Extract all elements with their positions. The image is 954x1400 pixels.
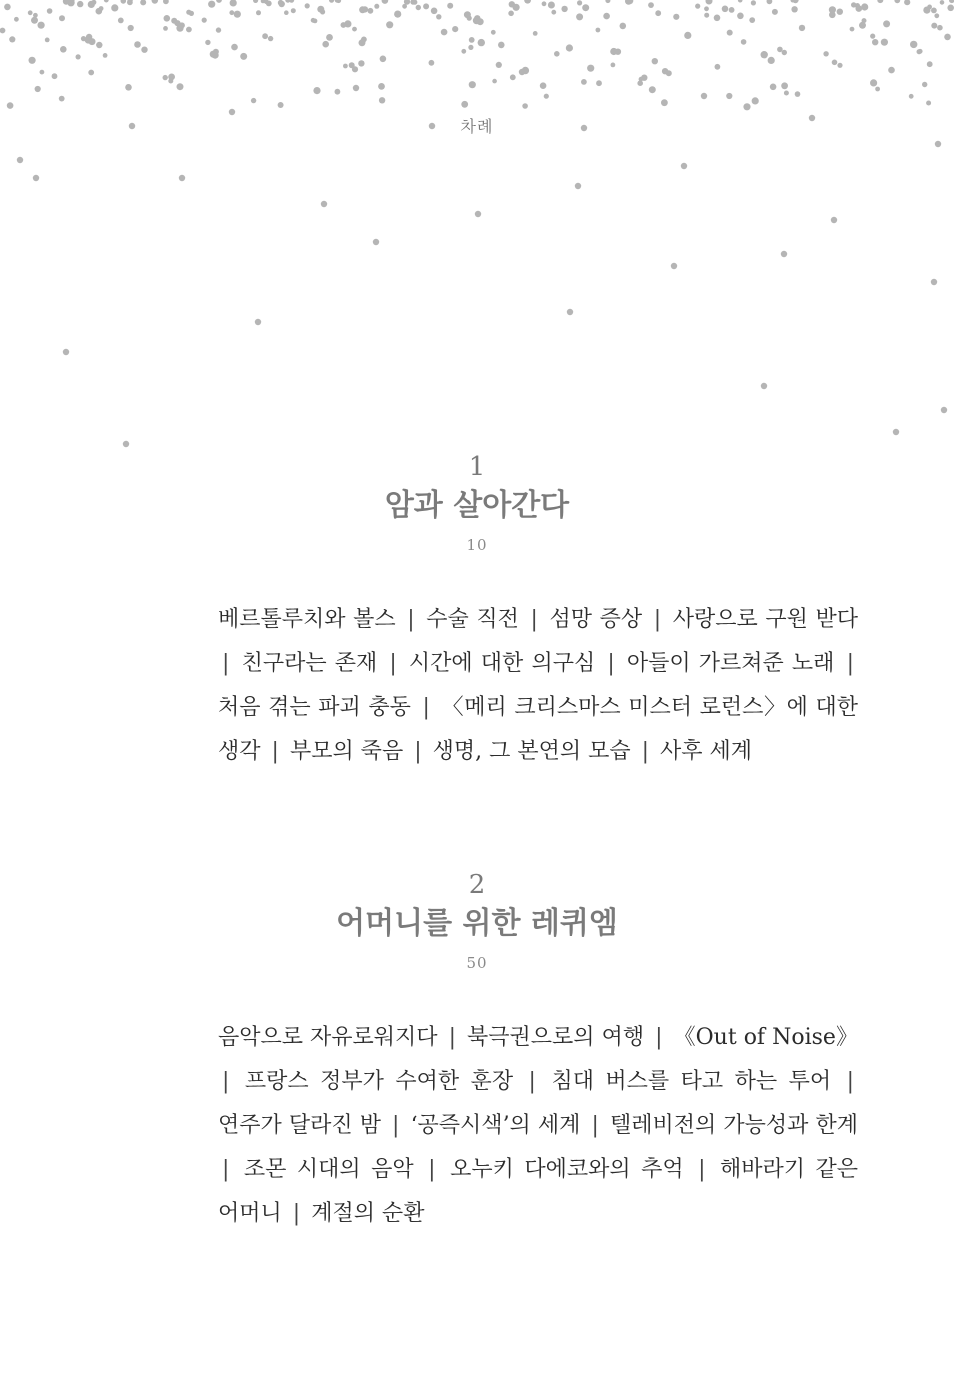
- decorative-dot: [469, 81, 476, 88]
- decorative-dot: [648, 2, 654, 8]
- decorative-dot: [829, 6, 836, 13]
- decorative-dot: [935, 141, 941, 147]
- decorative-dot: [823, 51, 828, 56]
- decorative-dot: [168, 79, 173, 84]
- decorative-dot: [524, 0, 531, 4]
- toc-heading: 차례: [460, 117, 494, 136]
- decorative-dot: [738, 0, 743, 3]
- toc-item: 텔레비전의 가능성과 한계: [610, 1113, 858, 1138]
- decorative-dot: [320, 9, 325, 14]
- item-separator: |: [448, 1025, 457, 1050]
- decorative-dot: [893, 429, 899, 435]
- toc-item: 프랑스 정부가 수여한 훈장: [244, 1069, 514, 1094]
- decorative-dot: [35, 86, 41, 92]
- decorative-dot: [125, 84, 132, 91]
- chapter-items: [218, 598, 858, 774]
- item-separator: |: [591, 1113, 599, 1138]
- decorative-dot: [875, 87, 880, 92]
- decorative-dot: [88, 1, 95, 8]
- decorative-dot: [67, 0, 74, 6]
- chapter-2: [0, 870, 954, 1236]
- decorative-dot: [610, 48, 617, 55]
- decorative-dot: [177, 83, 184, 90]
- toc-item: 시간에 대한 의구심: [408, 651, 596, 676]
- decorative-dot: [904, 0, 910, 5]
- item-separator: |: [222, 651, 230, 676]
- decorative-dot: [949, 0, 954, 3]
- decorative-dot: [927, 61, 933, 67]
- decorative-dot: [285, 0, 290, 3]
- decorative-dot: [491, 30, 496, 35]
- decorative-dot: [284, 10, 289, 15]
- decorative-dot: [378, 83, 385, 90]
- decorative-dot: [596, 28, 601, 33]
- decorative-dot: [373, 239, 379, 245]
- decorative-dot: [620, 23, 627, 30]
- decorative-dot: [322, 41, 329, 48]
- item-separator: |: [389, 651, 397, 676]
- chapter-1: [0, 452, 954, 774]
- decorative-dot: [262, 33, 268, 39]
- decorative-dot: [761, 51, 768, 58]
- decorative-dot: [467, 16, 472, 21]
- decorative-dot: [163, 75, 168, 80]
- decorative-dot: [321, 201, 327, 207]
- decorative-dot: [791, 6, 797, 12]
- decorative-dot: [727, 30, 733, 36]
- decorative-dot: [341, 22, 347, 28]
- decorative-dot: [548, 2, 555, 9]
- decorative-dot: [561, 6, 567, 12]
- decorative-dot: [38, 22, 45, 29]
- decorative-dot: [576, 13, 583, 20]
- chapter-number: 2: [468, 870, 486, 900]
- decorative-dot: [234, 11, 241, 18]
- chapter-number: 1: [468, 452, 486, 482]
- decorative-dot: [909, 94, 914, 99]
- chapter-title: 어머니를 위한 레퀴엠: [336, 906, 618, 941]
- decorative-dot: [877, 0, 883, 3]
- decorative-dot: [781, 251, 787, 257]
- decorative-dot: [163, 0, 169, 4]
- decorative-dot: [737, 13, 744, 20]
- decorative-dot: [637, 80, 643, 86]
- decorative-dot: [353, 85, 359, 91]
- toc-item: 수술 직전: [426, 607, 519, 632]
- decorative-dot: [251, 98, 256, 103]
- decorative-dot: [0, 28, 5, 34]
- decorative-dot: [205, 40, 210, 45]
- decorative-dot: [792, 0, 798, 3]
- decorative-dot: [59, 96, 65, 102]
- decorative-dot: [542, 1, 547, 6]
- item-separator: |: [641, 739, 650, 764]
- toc-item: 섬망 증상: [549, 607, 643, 632]
- decorative-dot: [888, 67, 895, 74]
- decorative-dot: [881, 39, 888, 46]
- decorative-dot: [343, 64, 348, 69]
- decorative-dot: [859, 22, 866, 29]
- decorative-dot: [510, 74, 516, 80]
- decorative-dot: [870, 79, 877, 86]
- decorative-dot: [278, 102, 284, 108]
- decorative-dot: [931, 279, 937, 285]
- toc-item: 부모의 죽음: [289, 739, 404, 764]
- decorative-dot: [701, 93, 707, 99]
- decorative-dot: [163, 26, 168, 31]
- decorative-dot: [566, 44, 573, 51]
- chapter-items: [218, 1016, 858, 1236]
- decorative-dot: [152, 0, 159, 4]
- decorative-dot: [128, 25, 134, 31]
- decorative-dot: [368, 8, 374, 14]
- toc-item: 북극권으로의 여행: [467, 1025, 645, 1050]
- decorative-dot: [850, 27, 855, 32]
- decorative-dot: [605, 0, 610, 3]
- decorative-dot-pattern: [0, 0, 954, 460]
- toc-item: 사랑으로 구원 받다: [672, 607, 858, 632]
- decorative-dot: [329, 0, 334, 3]
- decorative-dot: [729, 7, 735, 13]
- decorative-dot: [256, 10, 261, 15]
- decorative-dot: [662, 68, 668, 74]
- toc-item: 처음 겪는 파괴 충동: [218, 695, 411, 720]
- decorative-dot: [749, 17, 755, 23]
- decorative-dot: [671, 263, 677, 269]
- decorative-dot: [587, 65, 594, 72]
- decorative-dot: [47, 8, 53, 14]
- toc-item: 연주가 달라진 밤: [218, 1113, 381, 1138]
- decorative-dot: [326, 34, 333, 41]
- toc-item: 조몬 시대의 음악: [243, 1157, 414, 1182]
- decorative-dot: [45, 38, 50, 43]
- decorative-dot: [947, 5, 954, 12]
- decorative-dot: [230, 0, 237, 7]
- decorative-dot: [603, 13, 610, 20]
- decorative-dot: [726, 93, 732, 99]
- decorative-dot: [883, 20, 890, 27]
- decorative-dot: [752, 97, 759, 104]
- item-separator: |: [655, 1025, 663, 1050]
- decorative-dot: [941, 407, 947, 413]
- decorative-dot: [577, 0, 582, 5]
- decorative-dot: [937, 25, 943, 31]
- decorative-dot: [922, 82, 927, 87]
- decorative-dot: [770, 84, 777, 91]
- toc-item: 해바라기 같은 어머니: [218, 1157, 859, 1226]
- decorative-dot: [127, 0, 133, 5]
- item-separator: |: [392, 1113, 400, 1138]
- decorative-dot: [202, 18, 207, 23]
- decorative-dot: [533, 31, 538, 36]
- decorative-dot: [575, 183, 581, 189]
- decorative-dot: [28, 10, 33, 15]
- item-separator: |: [698, 1157, 706, 1182]
- toc-item: 《Out of Noise》: [673, 1025, 858, 1050]
- decorative-dot: [76, 54, 81, 59]
- decorative-dot: [305, 3, 310, 8]
- decorative-dot: [931, 7, 937, 13]
- decorative-dot: [596, 80, 602, 86]
- decorative-dot: [473, 17, 480, 24]
- decorative-dot: [715, 64, 721, 70]
- decorative-dot: [382, 0, 389, 4]
- decorative-dot: [63, 349, 69, 355]
- item-separator: |: [653, 607, 662, 632]
- decorative-dot: [944, 34, 951, 41]
- chapter-page-number: 10: [466, 536, 488, 554]
- item-separator: |: [414, 739, 422, 764]
- item-separator: |: [530, 607, 538, 632]
- decorative-dot: [508, 11, 514, 17]
- decorative-dot: [96, 42, 102, 48]
- decorative-dot: [673, 14, 679, 20]
- decorative-dot: [436, 14, 441, 19]
- decorative-dot: [33, 175, 39, 181]
- decorative-dot: [513, 4, 520, 11]
- decorative-dot: [652, 58, 658, 64]
- toc-item: 베르톨루치와 볼스: [218, 607, 396, 632]
- decorative-dot: [179, 22, 185, 28]
- decorative-dot: [741, 39, 747, 45]
- toc-item: 생명, 그 본연의 모습: [432, 739, 631, 764]
- toc-item: 친구라는 존재: [241, 651, 378, 676]
- decorative-dot: [761, 383, 767, 389]
- decorative-dot: [706, 0, 713, 5]
- item-separator: |: [292, 1201, 301, 1226]
- toc-item: 계절의 순환: [311, 1201, 425, 1226]
- decorative-dot: [461, 101, 468, 108]
- decorative-dot: [40, 70, 45, 75]
- decorative-dot: [352, 66, 358, 72]
- decorative-dot: [931, 23, 937, 29]
- decorative-dot: [781, 82, 788, 89]
- item-separator: |: [271, 739, 279, 764]
- item-separator: |: [422, 695, 430, 720]
- decorative-dot: [567, 309, 573, 315]
- item-separator: |: [407, 607, 415, 632]
- decorative-dot: [140, 0, 146, 5]
- decorative-dot: [111, 4, 118, 11]
- decorative-dot: [7, 102, 14, 109]
- decorative-dot: [240, 53, 247, 60]
- decorative-dot: [661, 99, 668, 106]
- decorative-dot: [519, 69, 525, 75]
- decorative-dot: [461, 49, 466, 54]
- decorative-dot: [714, 14, 721, 21]
- decorative-dot: [28, 57, 35, 64]
- decorative-dot: [81, 36, 86, 41]
- decorative-dot: [695, 4, 700, 9]
- toc-item: 사후 세계: [660, 739, 753, 764]
- decorative-dot: [751, 0, 756, 5]
- toc-item: 〈메리 크리스마스 미스터 로런스〉에 대한 생각: [218, 695, 858, 764]
- decorative-dot: [767, 0, 773, 4]
- decorative-dot: [522, 103, 528, 109]
- decorative-dot: [186, 27, 192, 33]
- decorative-dot: [743, 103, 750, 110]
- decorative-dot: [926, 101, 931, 106]
- decorative-dot: [498, 42, 505, 49]
- item-separator: |: [846, 651, 854, 676]
- decorative-dot: [279, 1, 285, 7]
- decorative-dot: [492, 79, 497, 84]
- decorative-dot: [311, 18, 316, 23]
- decorative-dot: [856, 5, 863, 12]
- chapter-title: 암과 살아간다: [384, 488, 570, 523]
- decorative-dot: [386, 21, 393, 28]
- decorative-dot: [255, 319, 261, 325]
- decorative-dot: [231, 44, 238, 51]
- decorative-dot: [88, 70, 94, 76]
- decorative-dot: [934, 13, 939, 18]
- decorative-dot: [851, 2, 856, 7]
- decorative-dot: [103, 53, 108, 58]
- decorative-dot: [14, 17, 19, 22]
- decorative-dot: [253, 0, 258, 3]
- decorative-dot: [799, 25, 805, 31]
- decorative-dot: [52, 73, 58, 79]
- decorative-dot: [123, 441, 129, 447]
- decorative-dot: [649, 86, 656, 93]
- item-separator: |: [222, 1069, 230, 1094]
- decorative-dot: [704, 6, 709, 11]
- decorative-dot: [655, 10, 661, 16]
- decorative-dot: [468, 45, 473, 50]
- decorative-dot: [216, 27, 221, 32]
- decorative-dot: [394, 11, 401, 18]
- decorative-dot: [268, 36, 273, 41]
- item-separator: |: [428, 1157, 436, 1182]
- decorative-dot: [429, 60, 435, 66]
- decorative-dot: [379, 97, 385, 103]
- decorative-dot: [431, 8, 438, 15]
- decorative-dot: [99, 6, 104, 11]
- decorative-dot: [216, 0, 222, 3]
- decorative-dot: [313, 87, 320, 94]
- decorative-dot: [359, 39, 366, 46]
- decorative-dot: [266, 1, 272, 7]
- decorative-dot: [179, 175, 185, 181]
- decorative-dot: [121, 0, 127, 4]
- decorative-dot: [832, 60, 838, 66]
- decorative-dot: [210, 51, 217, 58]
- decorative-dot: [416, 5, 421, 10]
- decorative-dot: [784, 91, 789, 96]
- item-separator: |: [846, 1069, 854, 1094]
- decorative-dot: [423, 3, 429, 9]
- item-separator: |: [222, 1157, 230, 1182]
- decorative-dot: [837, 63, 842, 68]
- toc-item: 오누키 다에코와의 추억: [450, 1157, 684, 1182]
- decorative-dot: [447, 3, 453, 9]
- item-separator: |: [607, 651, 615, 676]
- decorative-dot: [923, 7, 930, 14]
- decorative-dot: [611, 63, 616, 68]
- decorative-dot: [554, 51, 560, 57]
- decorative-dot: [77, 1, 83, 7]
- toc-item: 침대 버스를 타고 하는 투어: [551, 1069, 832, 1094]
- decorative-dot: [870, 34, 875, 39]
- decorative-dot: [31, 17, 38, 24]
- decorative-dot: [59, 15, 65, 21]
- decorative-dot: [551, 10, 556, 15]
- decorative-dot: [291, 8, 296, 13]
- item-separator: |: [528, 1069, 536, 1094]
- decorative-dot: [768, 57, 775, 64]
- decorative-dot: [496, 62, 502, 68]
- decorative-dot: [104, 0, 109, 3]
- decorative-dot: [452, 26, 458, 32]
- decorative-dot: [380, 56, 387, 63]
- decorative-dot: [910, 41, 917, 48]
- decorative-dot: [872, 39, 878, 45]
- decorative-dot: [141, 47, 147, 53]
- decorative-dot: [17, 157, 23, 163]
- decorative-dot: [60, 46, 67, 53]
- decorative-dot: [9, 36, 15, 42]
- decorative-dot: [861, 3, 868, 10]
- decorative-dot: [164, 15, 171, 22]
- decorative-dot: [189, 11, 194, 16]
- decorative-dot: [359, 6, 366, 13]
- decorative-dot: [704, 13, 709, 18]
- decorative-dot: [544, 94, 549, 99]
- decorative-dot: [208, 1, 215, 8]
- decorative-dot: [335, 89, 341, 95]
- decorative-dot: [681, 163, 687, 169]
- decorative-dot: [894, 0, 900, 3]
- decorative-dot: [641, 75, 647, 81]
- toc-item: 음악으로 자유로워지다: [218, 1025, 438, 1050]
- decorative-dot: [540, 82, 547, 89]
- decorative-dot: [118, 18, 124, 24]
- decorative-dot: [772, 9, 778, 15]
- decorative-dot: [581, 79, 587, 85]
- decorative-dot: [229, 10, 234, 15]
- decorative-dot: [475, 211, 481, 217]
- toc-item: ‘공즉시색’의 세계: [410, 1113, 581, 1138]
- decorative-dot: [358, 60, 364, 66]
- decorative-dot: [134, 41, 141, 48]
- decorative-dot: [795, 91, 801, 97]
- decorative-dot: [352, 27, 357, 32]
- decorative-dot: [918, 49, 923, 54]
- decorative-dot: [374, 4, 379, 9]
- chapter-page-number: 50: [466, 954, 488, 972]
- decorative-dot: [940, 0, 945, 5]
- decorative-dot: [722, 6, 729, 13]
- decorative-dot: [582, 4, 589, 11]
- decorative-dot: [469, 37, 475, 43]
- decorative-dot: [684, 32, 691, 39]
- decorative-dot: [782, 50, 787, 55]
- decorative-dot: [4, 4, 11, 11]
- decorative-dot: [478, 39, 485, 46]
- toc-item: 아들이 가르쳐준 노래: [626, 651, 835, 676]
- decorative-dot: [441, 29, 448, 36]
- decorative-dot: [837, 9, 843, 15]
- decorative-dot: [831, 217, 837, 223]
